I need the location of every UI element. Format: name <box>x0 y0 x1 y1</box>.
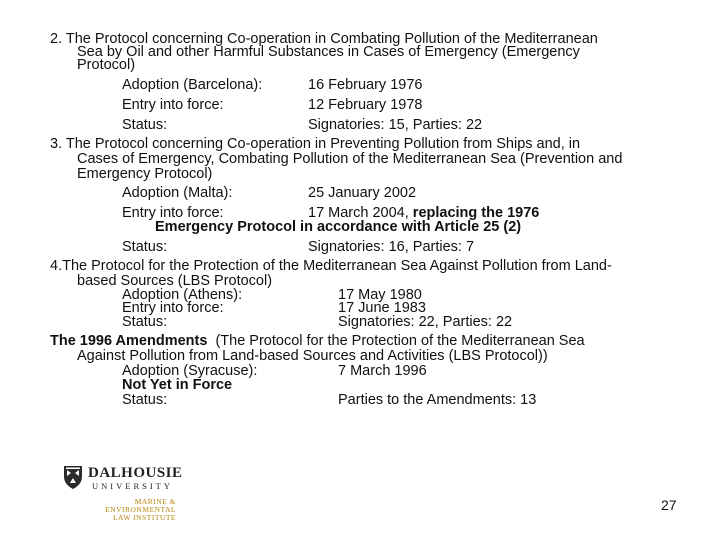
item2-line2: Sea by Oil and other Harmful Substances in Cases of Emergency (Emergency <box>77 44 580 60</box>
item3-entry-replacing: replacing the 1976 <box>412 205 540 221</box>
dalhousie-logo <box>62 462 192 524</box>
item4-line2: based Sources (LBS Protocol) <box>77 273 273 289</box>
university-word: UNIVERSITY <box>92 481 173 491</box>
item4-entry-label: Entry into force: <box>122 300 224 316</box>
item2-status-label: Status: <box>122 117 168 133</box>
amendments-not-yet: Not Yet in Force <box>122 377 233 393</box>
item4-status-label: Status: <box>122 314 168 330</box>
shield-icon <box>62 464 84 490</box>
amendments-adoption-label: Adoption (Syracuse): <box>122 363 258 379</box>
item3-line2: Cases of Emergency, Combating Pollution of the Mediterranean Sea (Prevention and <box>77 151 623 167</box>
amendments-status-value: Parties to the Amendments: 13 <box>338 392 537 408</box>
item4-entry-value: 17 June 1983 <box>338 300 426 316</box>
institute-line3: LAW INSTITUTE <box>112 513 176 522</box>
institute-line1: MARINE & <box>134 497 176 506</box>
institute-line2: ENVIRONMENTAL <box>105 505 176 514</box>
item3-status-value: Signatories: 16, Parties: 7 <box>308 239 475 255</box>
item4-line1: 4.The Protocol for the Protection of the Mediterranean Sea Against Pollution from Land- <box>50 258 612 274</box>
item4-adoption-label: Adoption (Athens): <box>122 287 243 303</box>
item3-status-label: Status: <box>122 239 168 255</box>
amendments-title <box>50 334 585 349</box>
university-name: DALHOUSIE <box>88 465 183 481</box>
page-number: 27 <box>661 497 677 513</box>
item4-adoption-value: 17 May 1980 <box>338 287 422 303</box>
item2-entry-label: Entry into force: <box>122 97 224 113</box>
item2-status-value: Signatories: 15, Parties: 22 <box>308 117 483 133</box>
item2-line3: Protocol) <box>77 57 136 73</box>
amendments-title-rest: (The Protocol for the Protection of the Mediterranean Sea <box>207 333 585 349</box>
item2-adoption-value: 16 February 1976 <box>308 77 423 93</box>
item2-line1: 2. The Protocol concerning Co-operation in Combating Pollution of the Mediterranean <box>50 31 598 47</box>
item4-status-value: Signatories: 22, Parties: 22 <box>338 314 513 330</box>
amendments-title-bold: The 1996 Amendments <box>50 333 208 349</box>
item3-line1: 3. The Protocol concerning Co-operation in Preventing Pollution from Ships and, in <box>50 136 581 152</box>
item3-entry-date: 17 March 2004, <box>308 205 413 221</box>
item2-adoption-label: Adoption (Barcelona): <box>122 77 263 93</box>
amendments-line2: Against Pollution from Land-based Sources and Activities (LBS Protocol)) <box>77 348 548 364</box>
item3-entry-label: Entry into force: <box>122 205 224 221</box>
amendments-adoption-value: 7 March 1996 <box>338 363 427 379</box>
item3-entry-note: Emergency Protocol in accordance with Article 25 (2) <box>155 219 522 235</box>
item2-entry-value: 12 February 1978 <box>308 97 423 113</box>
item3-adoption-value: 25 January 2002 <box>308 185 417 201</box>
amendments-status-label: Status: <box>122 392 168 408</box>
item3-line3: Emergency Protocol) <box>77 166 213 182</box>
item3-adoption-label: Adoption (Malta): <box>122 185 233 201</box>
